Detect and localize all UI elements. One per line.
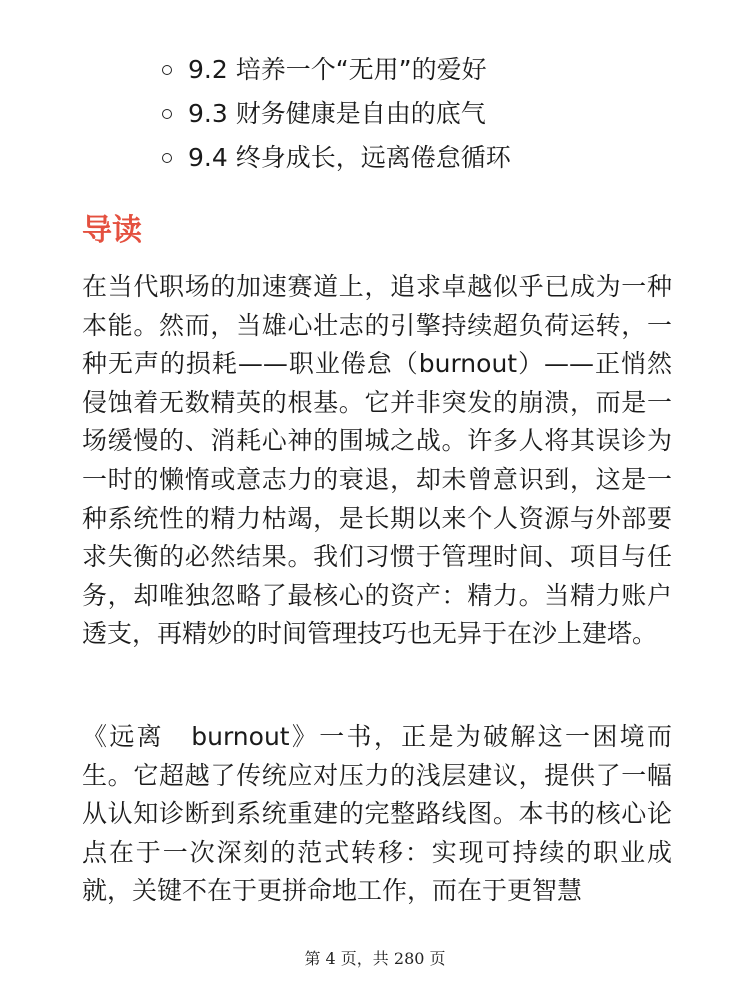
toc-item[interactable] (162, 136, 511, 180)
toc-item[interactable] (162, 48, 511, 92)
section-heading: 导读 (82, 213, 142, 248)
circle-bullet-icon (162, 109, 172, 119)
toc-list (162, 48, 511, 180)
toc-item-label: 9.4 终身成长，远离倦怠循环 (188, 143, 511, 172)
toc-item-label: 9.3 财务健康是自由的底气 (188, 99, 486, 128)
page-number: 第 4 页，共 280 页 (304, 949, 446, 968)
toc-item[interactable] (162, 92, 511, 136)
body-paragraph: 《远离 burnout》一书，正是为破解这一困境而生。它超越了传统应对压力的浅层建议，提供了一幅从认知诊断到系统重建的完整路线图。本书的核心论点在于一次深刻的范式转移：实现可持续的职业成就，关键不在于更拼命地工作，而在于更智慧 (82, 722, 672, 906)
body-paragraph: 在当代职场的加速赛道上，追求卓越似乎已成为一种本能。然而，当雄心壮志的引擎持续超负荷运转，一种无声的损耗——职业倦怠（burnout）——正悄然侵蚀着无数精英的根基。它并非突发的崩溃，而是一场缓慢的、消耗心神的围城之战。许多人将其误诊为一时的懒惰或意志力的衰退，却未曾意识到，这是一种系统性的精力枯竭，是长期以来个人资源与外部要求失衡的必然结果。我们习惯于管理时间、项目与任务，却唯独忽略了最核心的资产：精力。当精力账户透支，再精妙的时间管理技巧也无异于在沙上建塔。 (82, 272, 672, 649)
circle-bullet-icon (162, 153, 172, 163)
circle-bullet-icon (162, 65, 172, 75)
toc-item-label: 9.2 培养一个“无用”的爱好 (188, 55, 487, 84)
